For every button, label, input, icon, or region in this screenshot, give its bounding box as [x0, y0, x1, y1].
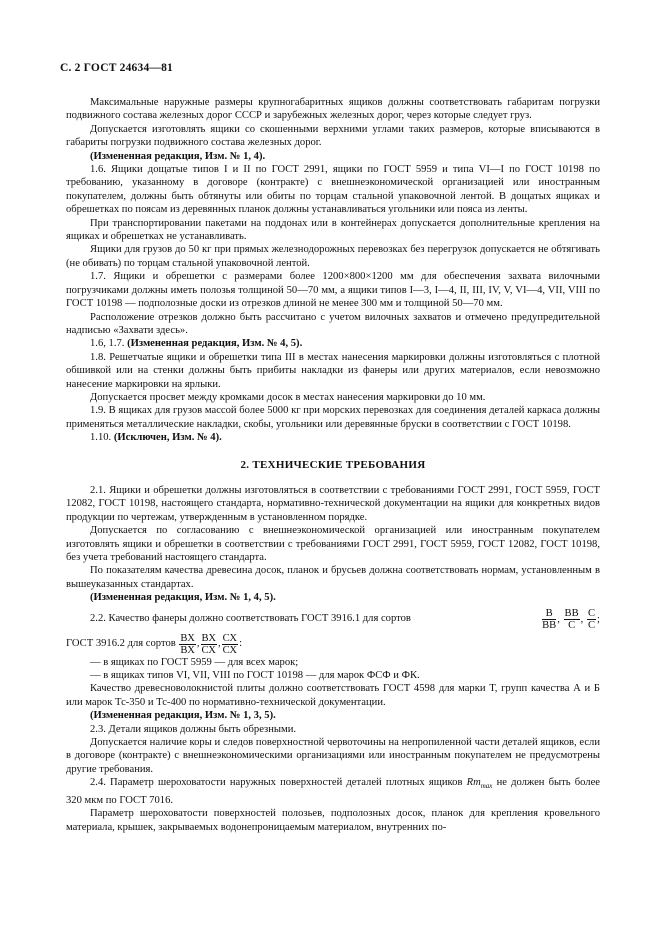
list-item: — в ящиках типов VI, VII, VIII по ГОСТ 10198 — для марок ФСФ и ФК.: [90, 670, 420, 682]
paragraph-text: 2.2. Качество фанеры должно соответствовать ГОСТ 3916.1 для сортов: [90, 613, 411, 625]
paragraph-1-9: 1.9. В ящиках для грузов массой более 5000 кг при морских перевозках для соединения деталей каркаса должны применяться металлические накладки, скобы, угольники или деревянные бруски в соответствии с ГОСТ 10198.: [66, 405, 600, 430]
paragraph-2-2-line2: ГОСТ 3916.2 для сортов $\frac{ВХ}{ВХ}$ , $\frac{ВХ}{СХ}$ , $\frac{СХ}{СХ}$ :: [66, 632, 243, 656]
paragraph-1-6: 1.6. Ящики дощатые типов I и II по ГОСТ 2991, ящики по ГОСТ 5959 и типа VI—I по ГОСТ 10198 по требованию, указанному в договоре (контракте) с внешнеэкономической организацией или иностранным покупателем, должны быть обтянуты или обиты по торцам стальной упаковочной лентой. В дощатых ящиках и обрешетках по поясам из деревянных планок должны устанавливаться угольники или пояса из ленты.: [66, 164, 600, 216]
amendment-prefix: 1.6, 1.7.: [90, 338, 128, 350]
fraction: $\frac{ВХ}{ВХ}$: [180, 632, 195, 656]
paragraph-text: ГОСТ 3916.2 для сортов: [66, 638, 176, 650]
page-header: С. 2 ГОСТ 24634—81: [60, 62, 173, 74]
fraction: $\frac{ВХ}{СХ}$: [201, 632, 216, 656]
paragraph: Допускается наличие коры и следов поверхностной червоточины на непропиленной части деталей ящиков, если в договоре (контракте) с внешнеэкономическими организациями или иностранным покупателем не предусмотрены другие требования.: [66, 737, 600, 775]
paragraph: Качество древесноволокнистой плиты должно соответствовать ГОСТ 4598 для марки Т, групп качества А и Б или марок Тс-350 и Тс-400 по нормативно-технической документации.: [66, 683, 600, 708]
amendment-note: (Измененная редакция, Изм. № 1, 4, 5).: [90, 592, 276, 604]
roughness-symbol: Rm: [466, 777, 481, 789]
excluded-note: (Исключен, Изм. № 4).: [113, 432, 222, 444]
paragraph-2-4: 2.4. Параметр шероховатости наружных поверхностей деталей плотных ящиков $Rm_{max}$ не должен быть более 320 мкм по ГОСТ 7016.: [66, 777, 600, 806]
amendment-note: [66, 337, 600, 350]
roughness-subscript: max: [480, 782, 493, 791]
paragraph-1-8: 1.8. Решетчатые ящики и обрешетки типа III в местах нанесения маркировки должны изготовляться с плотной обшивкой или на стенки должны быть прибиты накладки из фанеры или других материалов, если невозможно нанесение маркировки на ярлыки.: [66, 351, 600, 390]
fraction: $\frac{СХ}{СХ}$: [222, 632, 238, 656]
paragraph-prefix: 1.10.: [90, 432, 114, 444]
amendment-note: (Измененная редакция, Изм. № 1, 3, 5).: [90, 710, 276, 722]
paragraph: Допускается просвет между кромками досок в местах нанесения маркировки до 10 мм.: [90, 391, 486, 403]
paragraph: Максимальные наружные размеры крупногабаритных ящиков должны соответствовать габаритам погрузки подвижного состава железных дорог СССР и зарубежных железных дорог, через которые следует груз.: [66, 97, 600, 122]
section-title: 2. ТЕХНИЧЕСКИЕ ТРЕБОВАНИЯ: [240, 458, 426, 471]
paragraph: При транспортировании пакетами на поддонах или в контейнерах допускается дополнительные крепления на ящиках и обрешетках не устанавливать.: [66, 217, 600, 243]
grade-fractions: $\frac{В}{ВВ}$ , $\frac{ВВ}{С}$ , $\frac{С}{С}$ ;: [542, 607, 600, 631]
fraction: $\frac{В}{ВВ}$: [542, 607, 557, 631]
fraction: $\frac{ВВ}{С}$: [564, 607, 579, 631]
paragraph-1-10: [66, 431, 600, 444]
amendment-note: (Измененная редакция, Изм. № 1, 4).: [90, 150, 266, 162]
paragraph: Допускается по согласованию с внешнеэкономической организацией или иностранным покупателем изготовлять ящики и обрешетки в соответствии с требованиями ГОСТ 2991, ГОСТ 5959, ГОСТ 12082, ГОСТ 10198, без учета требований настоящего стандарта.: [66, 525, 600, 563]
paragraph-2-2: [66, 608, 600, 631]
amendment-text: (Измененная редакция, Изм. № 4, 5).: [127, 338, 303, 350]
paragraph: Допускается изготовлять ящики со скошенными верхними углами таких размеров, которые вписываются в габариты погрузки подвижного состава железных дорог.: [66, 123, 600, 149]
fraction: $\frac{С}{С}$: [587, 607, 596, 631]
paragraph-2-3: 2.3. Детали ящиков должны быть обрезными.: [90, 723, 297, 735]
paragraph-2-1: 2.1. Ящики и обрешетки должны изготовляться в соответствии с требованиями ГОСТ 2991, ГОСТ 5959, ГОСТ 12082, ГОСТ 10198, настоящего стандарта, нормативно-технической документации на ящики для конкретных видов продукции по чертежам, утвержденным в установленном порядке.: [66, 484, 600, 523]
paragraph: По показателям качества древесина досок, планок и брусьев должна соответствовать нормам, установленным в вышеуказанных стандартах.: [66, 565, 600, 590]
paragraph-1-7: 1.7. Ящики и обрешетки с размерами более 1200×800×1200 мм для обеспечения захвата вилочными погрузчиками должны иметь полозья толщиной 50—70 мм, а ящики типов I—3, I—4, II, III, IV, V, VI—4, VII, VIII по ГОСТ 10198 — подполозные доски из отрезков длиной не менее 300 мм и толщиной 50—70 мм.: [66, 271, 600, 310]
paragraph: Параметр шероховатости поверхностей полозьев, подполозных досок, планок для крепления кровельного материала, крышек, закрываемых водонепроницаемым материалом, внутренних по-: [66, 808, 600, 833]
paragraph: Расположение отрезков должно быть рассчитано с учетом вилочных захватов и отмечено предупредительной надписью «Захвати здесь».: [66, 311, 600, 336]
document-body: [66, 96, 600, 834]
paragraph: Ящики для грузов до 50 кг при прямых железнодорожных перевозках без перегрузок допускается не обтягивать (не обивать) по торцам стальной упаковочной лентой.: [66, 244, 600, 269]
list-item: — в ящиках по ГОСТ 5959 — для всех марок;: [90, 656, 299, 668]
